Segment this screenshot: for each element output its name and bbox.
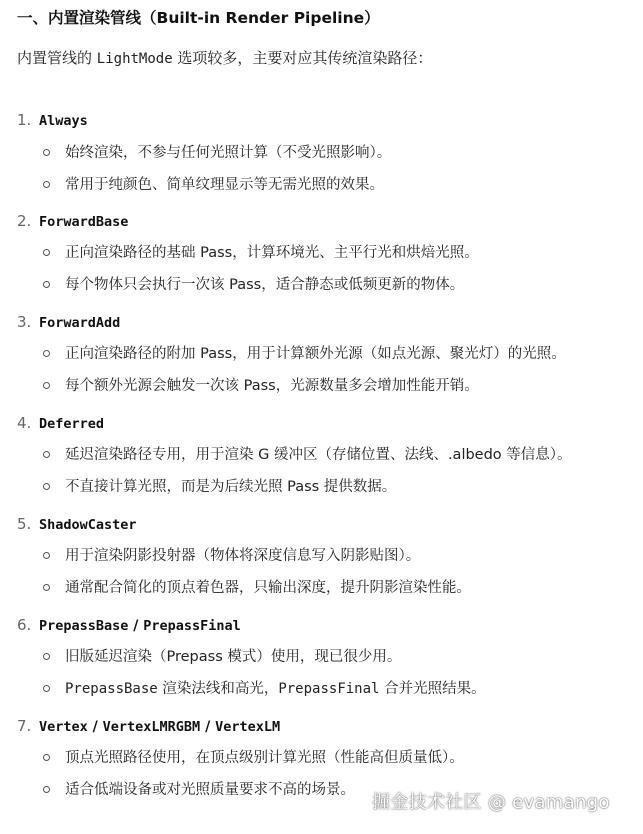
hollow-bullet-icon <box>43 584 50 591</box>
sub-bullet-text: 用于渲染阴影投射器（物体将深度信息写入阴影贴图）。 <box>65 548 421 564</box>
list-item-title: ForwardAdd <box>39 315 121 331</box>
list-item-header <box>17 311 120 333</box>
list-item-title: ShadowCaster <box>39 517 137 533</box>
list-item-number: 6. <box>17 616 32 634</box>
inline-code-prepassbase: PrepassBase <box>65 681 158 697</box>
hollow-bullet-icon <box>43 451 50 458</box>
sub-bullet-text: 通常配合简化的顶点着色器，只输出深度，提升阴影渲染性能。 <box>65 580 471 596</box>
hollow-bullet-icon <box>43 552 50 559</box>
list-item-header <box>17 210 128 232</box>
list-item-title: VertexLM <box>215 719 281 735</box>
hollow-bullet-icon <box>43 149 50 156</box>
sub-bullet-text: 旧版延迟渲染（Prepass 模式）使用，现已很少用。 <box>65 649 402 665</box>
list-item-header <box>17 412 104 434</box>
sub-bullet-text: 常用于纯颜色、简单纹理显示等无需光照的效果。 <box>65 177 384 193</box>
list-item-number: 3. <box>17 313 32 331</box>
sub-bullet-text: 正向渲染路径的附加 Pass，用于计算额外光源（如点光源、聚光灯）的光照。 <box>65 346 566 362</box>
title-separator: / <box>200 719 216 735</box>
hollow-bullet-icon <box>43 249 50 256</box>
hollow-bullet-icon <box>43 350 50 357</box>
list-item-title: ForwardBase <box>39 214 129 230</box>
sub-bullet-text: 延迟渲染路径专用，用于渲染 G 缓冲区（存储位置、法线、.albedo 等信息）。 <box>65 447 572 463</box>
intro-code-lightmode: LightMode <box>96 51 173 67</box>
inline-code-prepassfinal: PrepassFinal <box>278 681 380 697</box>
section-heading: 一、内置渲染管线（Built-in Render Pipeline） <box>17 9 380 27</box>
list-item-number: 5. <box>17 515 32 533</box>
list-item-number: 1. <box>17 111 32 129</box>
hollow-bullet-icon <box>43 483 50 490</box>
list-item-header <box>17 513 137 535</box>
sub-bullet-text: 不直接计算光照，而是为后续光照 Pass 提供数据。 <box>65 479 397 495</box>
intro-paragraph <box>17 48 432 69</box>
sub-bullet-text: 适合低端设备或对光照质量要求不高的场景。 <box>65 782 355 798</box>
list-item-title: Always <box>39 113 88 129</box>
list-item-header <box>17 614 241 636</box>
sub-bullet-text: 始终渲染，不参与任何光照计算（不受光照影响）。 <box>65 145 392 161</box>
hollow-bullet-icon <box>43 786 50 793</box>
hollow-bullet-icon <box>43 382 50 389</box>
hollow-bullet-icon <box>43 281 50 288</box>
sub-bullet-text: 每个额外光源会触发一次该 Pass，光源数量多会增加性能开销。 <box>65 378 479 394</box>
list-item-title: PrepassFinal <box>143 618 241 634</box>
intro-suffix: 选项较多，主要对应其传统渲染路径： <box>172 49 433 67</box>
list-item-title: VertexLMRGBM <box>102 719 201 735</box>
list-item-number: 4. <box>17 414 32 432</box>
list-item-title: Vertex <box>39 719 88 735</box>
hollow-bullet-icon <box>43 653 50 660</box>
list-item-number: 2. <box>17 212 32 230</box>
sub-bullet-text: 正向渲染路径的基础 Pass，计算环境光、主平行光和烘焙光照。 <box>65 245 479 261</box>
list-item-header <box>17 109 88 131</box>
list-item-title: PrepassBase <box>39 618 129 634</box>
watermark: 掘金技术社区 @ evamango <box>372 792 610 813</box>
intro-prefix: 内置管线的 <box>17 49 97 67</box>
list-item-number: 7. <box>17 717 32 735</box>
sub-bullet-text <box>65 678 486 700</box>
hollow-bullet-icon <box>43 181 50 188</box>
sub-bullet-text-mid: 渲染法线和高光， <box>157 681 279 697</box>
title-separator: / <box>87 719 103 735</box>
sub-bullet-text: 每个物体只会执行一次该 Pass，适合静态或低频更新的物体。 <box>65 277 465 293</box>
sub-bullet-text: 顶点光照路径使用，在顶点级别计算光照（性能高但质量低）。 <box>65 750 464 766</box>
list-item-header <box>17 715 280 737</box>
sub-bullet-text-end: 合并光照结果。 <box>379 681 486 697</box>
hollow-bullet-icon <box>43 754 50 761</box>
title-separator: / <box>128 618 144 634</box>
hollow-bullet-icon <box>43 685 50 692</box>
list-item-title: Deferred <box>39 416 105 432</box>
